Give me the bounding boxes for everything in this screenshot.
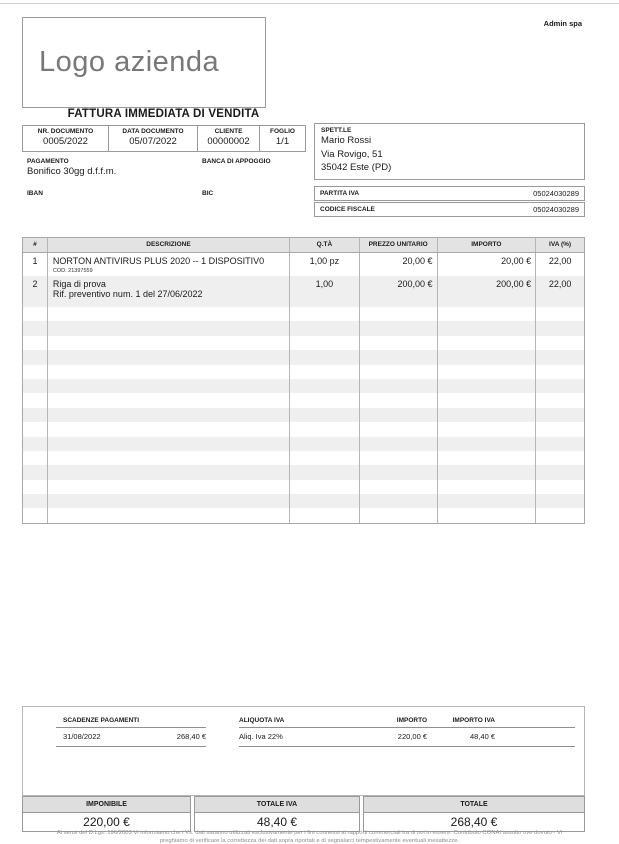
items-header-descr: DESCRIZIONE (48, 238, 290, 252)
items-header-vat: IVA (%) (549, 241, 572, 248)
item-row-number: 2 (23, 276, 48, 307)
vat-rate-value: Aliq. Iva 22% (239, 732, 283, 741)
vat-summary-table (239, 715, 575, 747)
items-header-num: # (23, 238, 48, 252)
vat-base-header: IMPORTO (396, 717, 427, 724)
empty-table-row (23, 422, 584, 436)
document-title: FATTURA IMMEDIATA DI VENDITA (67, 108, 260, 120)
item-unit-price: 20,00 € (360, 253, 438, 276)
item-code: COD. 21397559 (52, 268, 93, 274)
item-description: Riga di prova (52, 279, 106, 289)
empty-table-row (23, 350, 584, 364)
company-logo-box (22, 17, 266, 108)
doc-number-value: 0005/2022 (43, 136, 88, 147)
codice-fiscale-label: CODICE FISCALE (320, 206, 375, 213)
empty-table-row (23, 379, 584, 393)
doc-client-cell (198, 126, 260, 151)
company-logo-text: Logo azienda (39, 46, 220, 78)
empty-table-row (23, 480, 584, 494)
totale-iva-value: 48,40 € (194, 813, 360, 832)
item-unit-price: 200,00 € (360, 276, 438, 307)
empty-table-row (23, 437, 584, 451)
doc-date-label: DATA DOCUMENTO (122, 128, 184, 135)
empty-table-row (23, 465, 584, 479)
empty-table-row (23, 508, 584, 522)
spettle-label: SPETT.LE (321, 127, 352, 134)
doc-sheet-label: FOGLIO (270, 128, 295, 135)
items-header-unit-price: PREZZO UNITARIO (360, 238, 438, 252)
customer-name: Mario Rossi (321, 135, 372, 146)
vat-summary-header (239, 715, 575, 728)
payment-schedule-table (56, 715, 206, 747)
payment-schedule-row (56, 728, 206, 747)
doc-number-label: NR. DOCUMENTO (37, 128, 94, 135)
doc-number-cell (23, 126, 109, 151)
empty-table-row (23, 408, 584, 422)
items-header-amount: IMPORTO (438, 238, 537, 252)
imponibile-header: IMPONIBILE (22, 796, 191, 813)
items-header-row (23, 238, 584, 253)
iban-label: IBAN (27, 190, 43, 197)
line-items-table (22, 237, 585, 524)
page-top-divider (0, 3, 619, 4)
vat-base-value: 220,00 € (397, 732, 427, 741)
vat-rate-header: ALIQUOTA IVA (239, 717, 285, 724)
payment-method-value: Bonifico 30gg d.f.f.m. (27, 166, 117, 177)
totale-value: 268,40 € (363, 813, 585, 832)
legal-fine-print (6, 830, 613, 844)
item-vat: 22,00 (548, 279, 572, 289)
item-description-cell (48, 276, 290, 307)
item-amount: 20,00 € (438, 253, 537, 276)
imponibile-value: 220,00 € (22, 813, 191, 832)
summary-box (22, 706, 585, 796)
schedule-date: 31/08/2022 (63, 732, 101, 741)
fine-print-line1: Ai sensi del D.Lgs. 196/2003 Vi informiamo che i Vs. dati saranno utilizzati esclusivamente per i fini connessi ai rapporti commerciali tra di noi in essere. Contributo CONAI assolto ove dovuto - Vi (56, 830, 563, 836)
partita-iva-value: 05024030289 (533, 189, 579, 198)
table-row (23, 276, 584, 307)
doc-client-label: CLIENTE (214, 128, 243, 135)
totals-table (22, 796, 585, 832)
partita-iva-label: PARTITA IVA (320, 190, 360, 197)
empty-table-row (23, 494, 584, 508)
totale-iva-header: TOTALE IVA (194, 796, 360, 813)
partita-iva-row (314, 186, 585, 201)
empty-table-row (23, 365, 584, 379)
document-info-table (22, 125, 306, 152)
payment-schedule-title: SCADENZE PAGAMENTI (56, 715, 206, 728)
empty-table-row (23, 307, 584, 321)
fine-print-line2: preghiamo di verificare la correttezza dei dati sopra riportati e di segnalarci tempestivamente eventuali inesattezze. (159, 837, 460, 844)
schedule-amount: 268,40 € (176, 732, 206, 741)
empty-table-row (23, 393, 584, 407)
items-empty-rows (23, 307, 584, 523)
codice-fiscale-row (314, 202, 585, 217)
doc-date-value: 05/07/2022 (129, 136, 177, 147)
item-amount: 200,00 € (438, 276, 537, 307)
customer-city: 35042 Este (PD) (321, 162, 392, 173)
customer-address-box (314, 123, 585, 180)
item-quantity: 1,00 pz (290, 253, 360, 276)
empty-table-row (23, 451, 584, 465)
item-row-number: 1 (23, 253, 48, 276)
item-description-cell (48, 253, 290, 276)
support-bank-label: BANCA DI APPOGGIO (202, 158, 271, 165)
doc-sheet-value: 1/1 (275, 136, 290, 147)
item-description: NORTON ANTIVIRUS PLUS 2020 -- 1 DISPOSITIV0 (52, 256, 265, 266)
company-name: Admin spa (543, 19, 582, 28)
totale-header: TOTALE (363, 796, 585, 813)
table-row (23, 253, 584, 276)
item-quantity: 1,00 (290, 276, 360, 307)
item-description-ref: Rif. preventivo num. 1 del 27/06/2022 (52, 289, 203, 299)
item-vat: 22,00 (548, 256, 572, 266)
payment-method-label: PAGAMENTO (27, 158, 69, 165)
codice-fiscale-value: 05024030289 (533, 205, 579, 214)
empty-table-row (23, 336, 584, 350)
vat-summary-row (239, 728, 575, 747)
bic-label: BIC (202, 190, 214, 197)
doc-sheet-cell (260, 126, 305, 151)
doc-client-value: 00000002 (207, 136, 250, 147)
vat-amount-value: 48,40 € (469, 732, 495, 741)
vat-amount-header: IMPORTO IVA (452, 717, 495, 724)
items-header-qty: Q.TÀ (290, 238, 360, 252)
customer-street: Via Rovigo, 51 (321, 148, 383, 160)
doc-date-cell (109, 126, 198, 151)
empty-table-row (23, 321, 584, 335)
